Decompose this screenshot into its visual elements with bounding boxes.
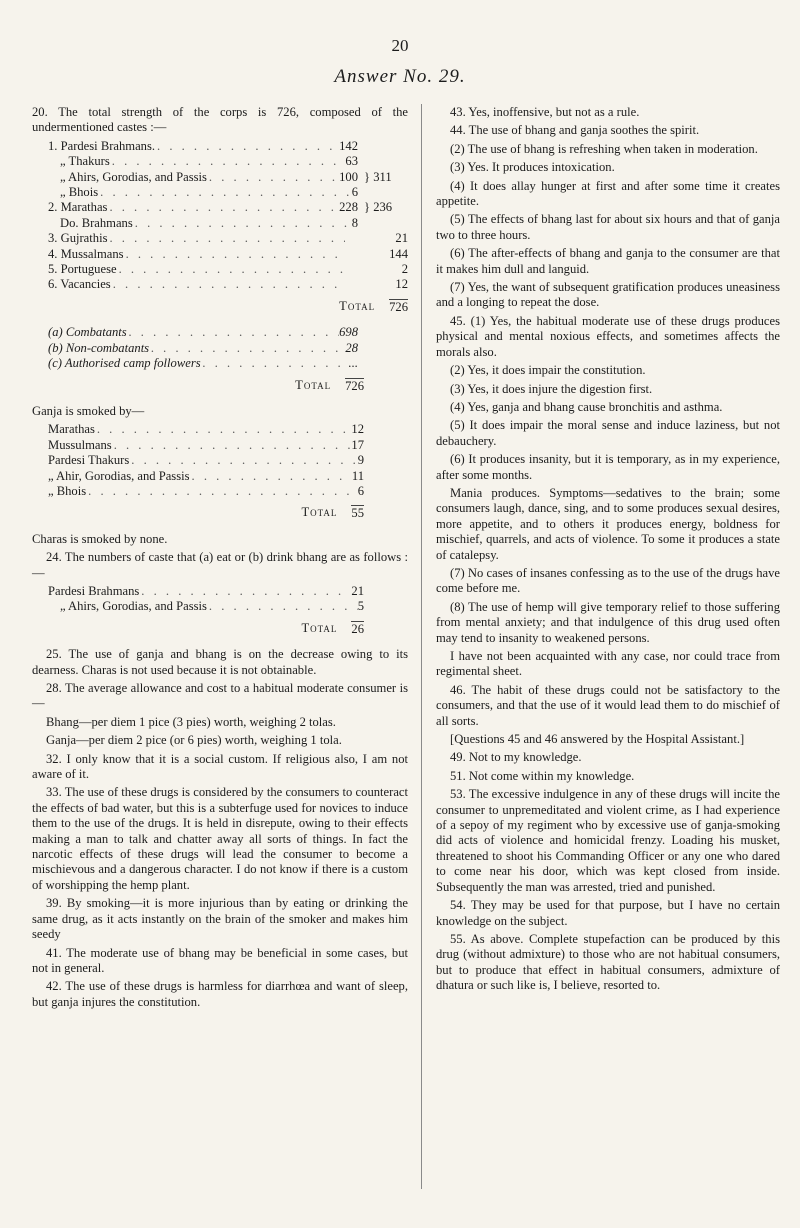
answer-paragraph: 51. Not come within my knowledge.	[450, 768, 635, 783]
castes-total-row: Total 726	[339, 298, 408, 314]
caste-row: 3. Gujrathis . . . 21	[32, 231, 408, 246]
answer-paragraph: 55. As above. Complete stupefaction can be produced by this drug (without admixture) to those who are not habitual consumers, but to produce that effect in habitual consumers, admixture of dhatura or such like is, I believe, resorted to.	[436, 931, 780, 993]
answer-paragraph: 53. The excessive indulgence in any of these drugs will incite the consumer to unpremeditated and violent crime, as I had experience of a sepoy of my regiment who by excessive use of ganja-smoking did acts of violence and homicidal frenzy. Loading his musket, threatened to shoot his Commanding Officer or any one who dared to come near his door, which was kept closed from inside. Subsequently the man was arrested, tried and punished.	[436, 787, 780, 894]
answer-paragraph: (4) Yes, ganja and bhang cause bronchitis and asthma.	[450, 399, 723, 414]
ganja-row: Pardesi Thakurs . . . 9	[32, 453, 364, 468]
ganja-row: Mussulmans . . . 17	[32, 438, 364, 453]
answer-paragraph: 45. (1) Yes, the habitual moderate use of these drugs produces physical and mental noxious effects, and sometimes affects the morals also.	[436, 313, 780, 359]
caste-row: „ Ahirs, Gorodias, and Passis . . . 100 } 311	[32, 170, 408, 185]
q24-intro: 24. The numbers of caste that (a) eat or (b) drink bhang are as follows :—	[32, 550, 408, 580]
answer-paragraph: (6) The after-effects of bhang and ganja to the consumer are that it makes him dull and languid.	[436, 246, 780, 276]
answer-paragraph: (8) The use of hemp will give temporary relief to those suffering from mental anxiety; and that indulgence of this drug used often may tend to insanity to weakened persons.	[436, 599, 780, 645]
category-row: (b) Non-combatants . . . 28	[32, 341, 408, 356]
answer-paragraph: (5) The effects of bhang last for about six hours and that of ganja two to three hours.	[436, 212, 780, 242]
answer-paragraph: (7) No cases of insanes confessing as to the use of the drugs have come before me.	[436, 565, 780, 596]
answer-paragraph: Bhang—per diem 1 pice (3 pies) worth, weighing 2 tolas.	[46, 714, 336, 729]
answer-paragraph: Ganja—per diem 2 pice (or 6 pies) worth, weighing 1 tola.	[46, 733, 342, 748]
group-total-236: 236	[373, 200, 393, 215]
answer-paragraph: (7) Yes, the want of subsequent gratification produces uneasiness and a longing to repeat the dose.	[436, 280, 780, 310]
ganja-row: „ Ahir, Gorodias, and Passis . . . 11	[32, 469, 364, 484]
bhang-row: „ Ahirs, Gorodias, and Passis . . . 5	[32, 599, 364, 614]
categories-total-value: 726	[345, 378, 364, 393]
column-divider	[421, 104, 422, 1189]
charas-note: Charas is smoked by none.	[32, 531, 168, 546]
q20-intro: 20. The total strength of the corps is 726, composed of the undermentioned castes :—	[32, 105, 408, 135]
answer-paragraph: 42. The use of these drugs is harmless for diarrhœa and want of sleep, but ganja injures the constitution.	[32, 979, 408, 1009]
answer-paragraph: 32. I only know that it is a social custom. If religious also, I am not aware of it.	[32, 751, 408, 782]
answer-paragraph: 44. The use of bhang and ganja soothes the spirit.	[450, 123, 700, 138]
right-column	[436, 105, 780, 997]
answer-paragraph: (5) It does impair the moral sense and induce laziness, but not debauchery.	[436, 418, 780, 448]
answer-paragraph: 46. The habit of these drugs could not be satisfactory to the consumers, and that the use of it would lead them to do mischief of all sorts.	[436, 682, 780, 728]
answer-paragraph: 41. The moderate use of bhang may be beneficial in some cases, but not in general.	[32, 945, 408, 975]
caste-row: 5. Portuguese . . . 2	[32, 262, 408, 277]
answer-paragraph: 28. The average allowance and cost to a habitual moderate consumer is—	[32, 681, 408, 711]
answer-paragraph: 25. The use of ganja and bhang is on the decrease owing to its dearness. Charas is not used because it is not obtainable.	[32, 647, 408, 677]
answer-paragraph: 49. Not to my knowledge.	[450, 750, 582, 765]
bhang-total-value: 26	[351, 621, 364, 636]
ganja-total-row: Total 55	[301, 505, 364, 521]
group-total-311: 311	[373, 169, 392, 184]
bhang-row: Pardesi Brahmans . . . 21	[32, 584, 364, 599]
answer-paragraph: (2) Yes, it does impair the constitution.	[450, 363, 646, 378]
category-list	[32, 325, 408, 371]
caste-row: 1. Pardesi Brahmans. . . . 142	[32, 139, 408, 154]
answer-paragraph: 39. By smoking—it is more injurious than by eating or drinking the same drug, as it acts instantly on the brain of the smoker and makes him seedy	[32, 896, 408, 942]
answer-paragraph: I have not been acquainted with any case, nor could trace from regimental sheet.	[436, 649, 780, 679]
caste-row: Do. Brahmans . . . 8	[32, 216, 408, 231]
answer-paragraph: (6) It produces insanity, but it is temporary, as in my experience, after some months.	[436, 452, 780, 482]
caste-row: 4. Mussalmans . . . 144	[32, 247, 408, 262]
caste-row: 2. Marathas . . . 228 } 236	[32, 200, 408, 215]
answer-paragraph: (4) It does allay hunger at first and after some time it creates appetite.	[436, 178, 780, 209]
ganja-row: „ Bhois . . . 6	[32, 484, 364, 499]
category-row: (a) Combatants . . . 698	[32, 325, 408, 340]
caste-row: „ Bhois . . . 6	[32, 185, 408, 200]
answer-paragraph: (3) Yes, it does injure the digestion first.	[450, 381, 653, 396]
answer-paragraph: (3) Yes. It produces intoxication.	[450, 160, 615, 175]
page-number: 20	[391, 36, 409, 55]
categories-total-row: Total 726	[295, 377, 364, 393]
ganja-row: Marathas . . . 12	[32, 422, 364, 437]
ganja-intro: Ganja is smoked by—	[32, 403, 145, 418]
answer-paragraph: 54. They may be used for that purpose, but I have no certain knowledge on the subject.	[436, 898, 780, 928]
caste-row: „ Thakurs . . . 63	[32, 154, 408, 169]
answer-paragraph: [Questions 45 and 46 answered by the Hospital Assistant.]	[450, 732, 745, 747]
answer-paragraph: 33. The use of these drugs is considered by the consumers to counteract the effects of bad water, but this is a subterfuge used for novices to induce them to the use of the drugs. It is held in disrepute, owing to their effects making a man to talk and chatter away all sorts of things. In fact the narcotic effects of these drugs will lead the consumer to become a mischievous and a dangerous character. I do not know if there is a custom of worshipping the hemp plant.	[32, 785, 408, 892]
answer-paragraph: (2) The use of bhang is refreshing when taken in moderation.	[450, 141, 758, 156]
bhang-list	[32, 584, 408, 615]
ganja-list	[32, 422, 408, 499]
category-row: (c) Authorised camp followers . . . ...	[32, 356, 408, 371]
answer-paragraph: Mania produces. Symptoms—sedatives to the brain; some consumers laugh, dance, sing, and to some produces sexual desires, more appetite, and to others it produces energy, boldness for mischief, quarrels, and acts of violence. To some it produces a state of catalepsy.	[436, 485, 780, 562]
left-column	[32, 105, 408, 1013]
answer-heading: Answer No. 29.	[334, 66, 466, 87]
castes-total-value: 726	[389, 299, 408, 314]
ganja-total-value: 55	[351, 506, 364, 521]
bhang-total-row: Total 26	[301, 620, 364, 636]
caste-row: 6. Vacancies . . . 12	[32, 277, 408, 292]
answer-paragraph: 43. Yes, inoffensive, but not as a rule.	[450, 105, 640, 119]
caste-list	[32, 139, 408, 293]
